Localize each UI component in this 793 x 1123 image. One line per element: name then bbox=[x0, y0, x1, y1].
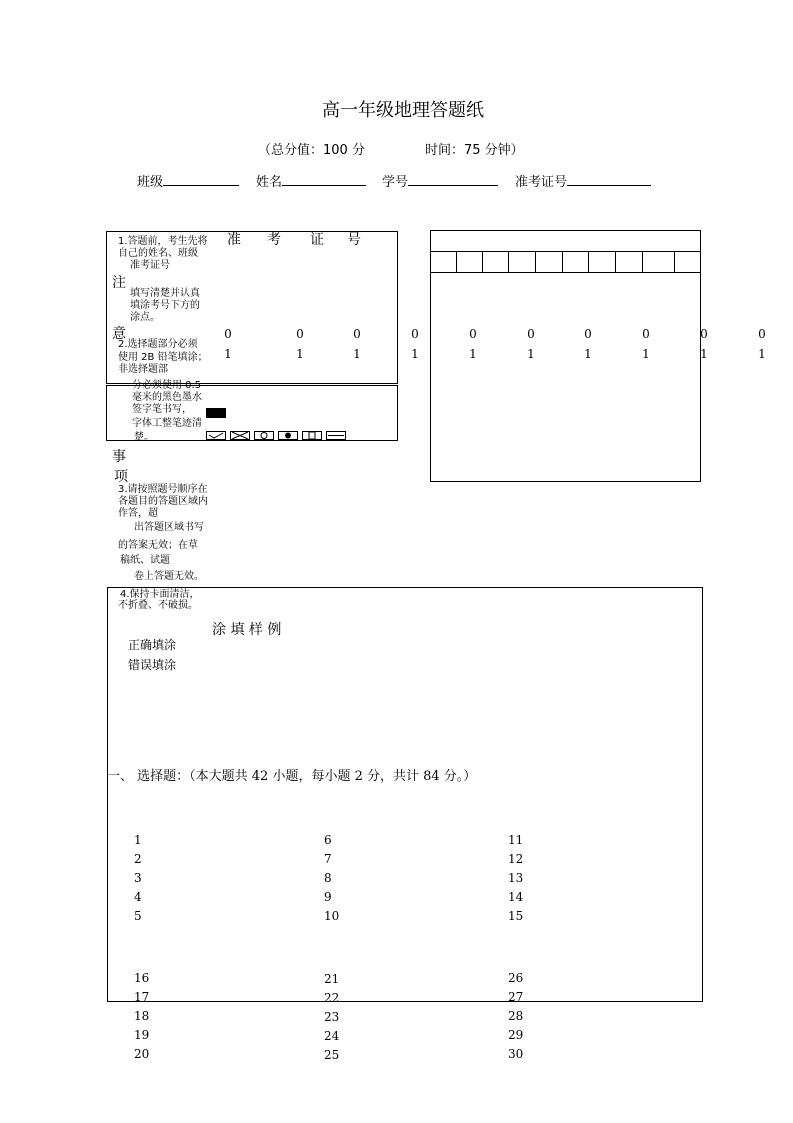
exam-id-cell-border bbox=[615, 252, 616, 272]
exam-id-digit-0[interactable]: 0 bbox=[700, 327, 708, 341]
question-number: 11 bbox=[508, 833, 524, 847]
exam-id-digit-1[interactable]: 1 bbox=[642, 347, 650, 361]
question-number: 4 bbox=[134, 890, 142, 904]
question-number: 8 bbox=[324, 871, 332, 885]
exam-id-label-char: 考 bbox=[267, 232, 281, 248]
note-line: 签字笔书写， bbox=[132, 404, 192, 415]
exam-id-digit-0[interactable]: 0 bbox=[411, 327, 419, 341]
exam-id-digit-0[interactable]: 0 bbox=[353, 327, 361, 341]
exam-id-digit-1[interactable]: 1 bbox=[469, 347, 477, 361]
question-number: 3 bbox=[134, 871, 142, 885]
question-number: 6 bbox=[324, 833, 332, 847]
exam-id-digit-0[interactable]: 0 bbox=[758, 327, 766, 341]
check-mark-sample-icon bbox=[206, 431, 226, 440]
student-no-blank[interactable] bbox=[408, 173, 498, 186]
question-number: 27 bbox=[508, 990, 524, 1004]
question-number: 26 bbox=[508, 971, 524, 985]
exam-id-digit-1[interactable]: 1 bbox=[224, 347, 232, 361]
question-number: 9 bbox=[324, 890, 332, 904]
question-number: 10 bbox=[324, 909, 340, 923]
note-line: 稿纸、试题 bbox=[120, 555, 170, 566]
question-number: 19 bbox=[134, 1028, 150, 1042]
exam-id-digit-1[interactable]: 1 bbox=[758, 347, 766, 361]
exam-no-blank[interactable] bbox=[567, 173, 651, 186]
exam-time: 时间：75 分钟） bbox=[425, 143, 524, 158]
wrong-fill-samples bbox=[206, 425, 350, 444]
note-line: 填涂考号下方的 bbox=[130, 300, 200, 311]
question-number: 24 bbox=[324, 1029, 340, 1043]
question-number: 16 bbox=[134, 971, 150, 985]
question-number: 25 bbox=[324, 1048, 340, 1062]
exam-id-cell-border bbox=[642, 252, 643, 272]
exam-id-digit-0[interactable]: 0 bbox=[296, 327, 304, 341]
circle-mark-sample-icon bbox=[254, 431, 274, 440]
exam-id-digit-1[interactable]: 1 bbox=[296, 347, 304, 361]
question-number: 20 bbox=[134, 1047, 150, 1061]
note-line: 不折叠、不破损。 bbox=[118, 600, 198, 611]
info-label: 班级 bbox=[137, 175, 164, 190]
note-big-char: 事 bbox=[112, 449, 126, 465]
dot-mark-sample-icon bbox=[278, 431, 298, 440]
half-mark-sample-icon bbox=[302, 431, 322, 440]
exam-id-divider-bottom bbox=[430, 272, 701, 273]
question-number: 2 bbox=[134, 852, 142, 866]
class-blank[interactable] bbox=[163, 173, 239, 186]
question-number: 18 bbox=[134, 1009, 150, 1023]
question-number: 29 bbox=[508, 1028, 524, 1042]
exam-id-label-char: 号 bbox=[347, 232, 361, 248]
page-title: 高一年级地理答题纸 bbox=[322, 100, 484, 121]
question-number: 22 bbox=[324, 991, 340, 1005]
exam-id-digit-0[interactable]: 0 bbox=[224, 327, 232, 341]
note-line: 各题目的答题区域内 bbox=[118, 496, 208, 507]
exam-id-label-char: 准 bbox=[227, 232, 241, 248]
cross-mark-sample-icon bbox=[230, 431, 250, 440]
exam-id-cell-border bbox=[482, 252, 483, 272]
question-number: 28 bbox=[508, 1009, 524, 1023]
exam-id-cell-border bbox=[588, 252, 589, 272]
note-line: 1.答题前，考生先将 bbox=[118, 236, 208, 247]
exam-id-digit-0[interactable]: 0 bbox=[584, 327, 592, 341]
note-line: 4.保持卡面清洁， bbox=[120, 589, 200, 600]
note-line: 的答案无效；在草 bbox=[118, 540, 198, 551]
question-number: 13 bbox=[508, 871, 524, 885]
note-big-char: 注 bbox=[112, 275, 126, 291]
note-line: 涂点。 bbox=[130, 312, 160, 323]
note-line: 毫米的黑色墨水 bbox=[132, 392, 202, 403]
exam-id-digit-1[interactable]: 1 bbox=[700, 347, 708, 361]
fill-sample-title: 涂 填 样 例 bbox=[212, 622, 282, 638]
info-field-class[interactable] bbox=[137, 171, 239, 190]
note-line: 3.请按照题号顺序在 bbox=[118, 484, 208, 495]
wrong-fill-label: 错误填涂 bbox=[128, 658, 177, 672]
question-number: 7 bbox=[324, 852, 332, 866]
note-line: 非选择题部 bbox=[118, 364, 168, 375]
info-field-name[interactable] bbox=[256, 171, 366, 190]
exam-id-digit-1[interactable]: 1 bbox=[411, 347, 419, 361]
filled-mark-sample-icon bbox=[206, 408, 226, 418]
note-line: 楚。 bbox=[134, 432, 154, 443]
note-line: 自己的姓名、班级 bbox=[118, 248, 198, 259]
question-number: 12 bbox=[508, 852, 524, 866]
note-big-char: 意 bbox=[112, 326, 126, 342]
question-number: 5 bbox=[134, 909, 142, 923]
question-number: 17 bbox=[134, 990, 150, 1004]
exam-id-label-char: 证 bbox=[310, 232, 324, 248]
note-line: 填写清楚并认真 bbox=[130, 288, 200, 299]
answer-area-box bbox=[107, 587, 703, 1002]
name-blank[interactable] bbox=[282, 173, 366, 186]
exam-id-cell-border bbox=[508, 252, 509, 272]
note-line: 准考证号 bbox=[130, 260, 170, 271]
info-label: 准考证号 bbox=[515, 175, 568, 190]
note-line: 卷上答题无效。 bbox=[134, 571, 204, 582]
question-number: 30 bbox=[508, 1047, 524, 1061]
info-label: 学号 bbox=[382, 175, 409, 190]
section-heading: 一、 选择题：（本大题共 42 小题，每小题 2 分，共计 84 分。） bbox=[107, 769, 477, 784]
question-number: 21 bbox=[324, 972, 340, 986]
exam-id-divider-top bbox=[430, 251, 701, 252]
exam-id-digit-0[interactable]: 0 bbox=[527, 327, 535, 341]
question-number: 1 bbox=[134, 833, 142, 847]
exam-id-digit-1[interactable]: 1 bbox=[527, 347, 535, 361]
note-line: 字体工整笔迹清 bbox=[132, 418, 202, 429]
exam-id-cell-border bbox=[562, 252, 563, 272]
note-line: 分必须使用 0.5 bbox=[132, 380, 202, 391]
note-line: 作答，超 bbox=[118, 508, 158, 519]
note-line: 使用 2B 铅笔填涂； bbox=[118, 352, 208, 363]
correct-fill-label: 正确填涂 bbox=[128, 638, 177, 652]
total-score: （总分值：100 分 bbox=[258, 143, 365, 158]
exam-id-digit-0[interactable]: 0 bbox=[642, 327, 650, 341]
note-line: 出答题区域书写 bbox=[134, 522, 204, 533]
exam-id-digit-0[interactable]: 0 bbox=[469, 327, 477, 341]
info-field-exam-no[interactable] bbox=[515, 171, 651, 190]
note-big-char: 项 bbox=[114, 469, 128, 485]
info-label: 姓名 bbox=[256, 175, 283, 190]
exam-id-digit-1[interactable]: 1 bbox=[584, 347, 592, 361]
exam-id-cell-border bbox=[456, 252, 457, 272]
exam-id-cell-border bbox=[674, 252, 675, 272]
question-number: 23 bbox=[324, 1010, 340, 1024]
note-line: 2.选择题部分必须 bbox=[118, 339, 198, 350]
exam-id-cell-border bbox=[535, 252, 536, 272]
exam-id-digit-1[interactable]: 1 bbox=[353, 347, 361, 361]
info-field-student-no[interactable] bbox=[382, 171, 498, 190]
question-number: 14 bbox=[508, 890, 524, 904]
line-mark-sample-icon bbox=[326, 431, 346, 440]
question-number: 15 bbox=[508, 909, 524, 923]
